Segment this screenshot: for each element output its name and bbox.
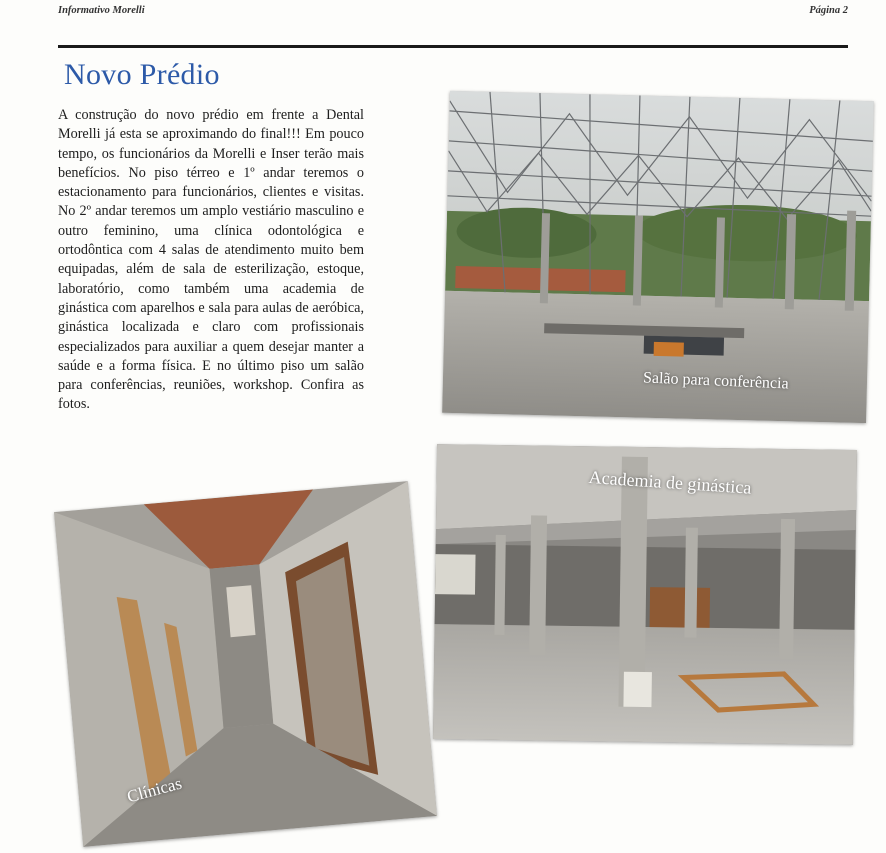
- header-publication-name: Informativo Morelli: [58, 5, 145, 16]
- clinics-caption: Clínicas: [125, 773, 184, 807]
- header-rule: [58, 45, 848, 48]
- article-title: Novo Prédio: [64, 58, 220, 91]
- article-body: A construção do novo prédio em frente a Dental Morelli já esta se aproximando do final!!! Em pouco tempo, os funcionários da Morelli e Inser terão mais benefícios. No piso térreo e 1º andar teremos o estacionamento para funcionários, clientes e visitas. No 2º andar teremos um amplo vestiário masculino e outro feminino, uma clínica odontológica e ortodôntica com 4 salas de atendimento muito bem equipadas, além de sala de esterilização, estoque, laboratório, como também uma academia de ginástica com aparelhos e sala para aulas de aeróbica, ginástica localizada e claro com profissionais especializados para auxiliar a quem desejar manter a saúde e a forma física. E no último piso um salão para conferências, reuniões, workshop. Confira as fotos.: [58, 107, 364, 413]
- gym-photo: [433, 444, 857, 745]
- conference-hall-caption: Salão para conferência: [642, 369, 789, 393]
- gym-caption: Academia de ginástica: [588, 466, 753, 498]
- header-page-number: Página 2: [809, 5, 848, 16]
- conference-hall-photo: [442, 91, 874, 423]
- clinics-photo: [54, 481, 437, 847]
